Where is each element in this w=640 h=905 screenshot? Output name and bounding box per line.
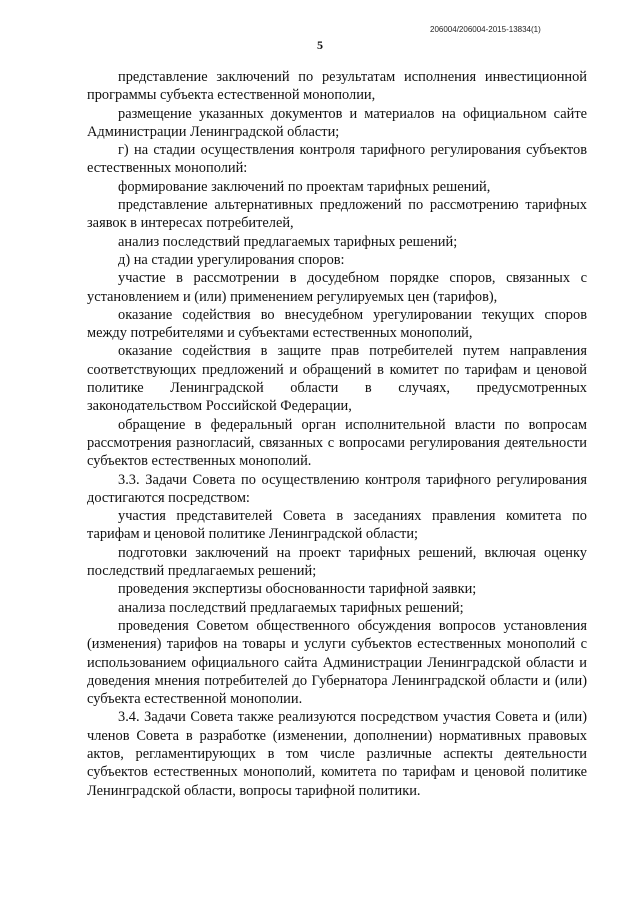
paragraph: проведения Советом общественного обсуждения вопросов установления (изменения) тарифов на товары и услуги субъектов естественных монополий с использованием официального сайта Администрации Ленинградской области и доведения мнения потребителей до Губернатора Ленинградской области и (или) субъекта естественной монополии. xyxy=(87,617,587,708)
section-paragraph: 3.3. Задачи Совета по осуществлению контроля тарифного регулирования достигаются посредством: xyxy=(87,471,587,506)
document-id: 206004/206004-2015-13834(1) xyxy=(430,25,541,34)
paragraph: подготовки заключений на проект тарифных решений, включая оценку последствий предлагаемых решений; xyxy=(87,544,587,580)
paragraph: оказание содействия во внесудебном урегулировании текущих споров между потребителями и субъектами естественных монополий, xyxy=(87,306,587,342)
paragraph: участие в рассмотрении в досудебном порядке споров, связанных с установлением и (или) применением регулируемых цен (тарифов), xyxy=(87,270,587,305)
paragraph: оказание содействия в защите прав потребителей путем направления соответствующих предложений и обращений в комитет по тарифам и ценовой политике Ленинградской области в случаях, предусмотренных законодательством Российской Федерации, xyxy=(87,343,587,415)
paragraph: анализ последствий предлагаемых тарифных решений; xyxy=(118,233,458,250)
paragraph: размещение указанных документов и материалов на официальном сайте Администрации Ленинградской области; xyxy=(87,105,587,140)
document-body xyxy=(87,68,587,800)
paragraph: представление заключений по результатам исполнения инвестиционной программы субъекта естественной монополии, xyxy=(87,69,587,104)
paragraph: анализа последствий предлагаемых тарифных решений; xyxy=(118,599,464,616)
paragraph: обращение в федеральный орган исполнительной власти по вопросам рассмотрения разногласий, связанных с вопросами регулирования деятельности субъектов естественных монополий. xyxy=(87,416,587,470)
paragraph: формирование заключений по проектам тарифных решений, xyxy=(118,178,491,195)
paragraph: участия представителей Совета в заседаниях правления комитета по тарифам и ценовой политике Ленинградской области; xyxy=(87,508,587,543)
paragraph: г) на стадии осуществления контроля тарифного регулирования субъектов естественных монополий: xyxy=(87,142,587,177)
section-paragraph: 3.4. Задачи Совета также реализуются посредством участия Совета и (или) членов Совета в разработке (изменении, дополнении) нормативных правовых актов, регламентирующих в том числе различные аспекты деятельности субъектов естественных монополий, комитета по тарифам и ценовой политике Ленинградской области, вопросы тарифной политики. xyxy=(87,709,587,799)
paragraph: д) на стадии урегулирования споров: xyxy=(118,251,345,268)
page-number: 5 xyxy=(317,38,323,52)
paragraph: проведения экспертизы обоснованности тарифной заявки; xyxy=(118,581,477,598)
paragraph: представление альтернативных предложений по рассмотрению тарифных заявок в интересах потребителей, xyxy=(87,197,587,232)
